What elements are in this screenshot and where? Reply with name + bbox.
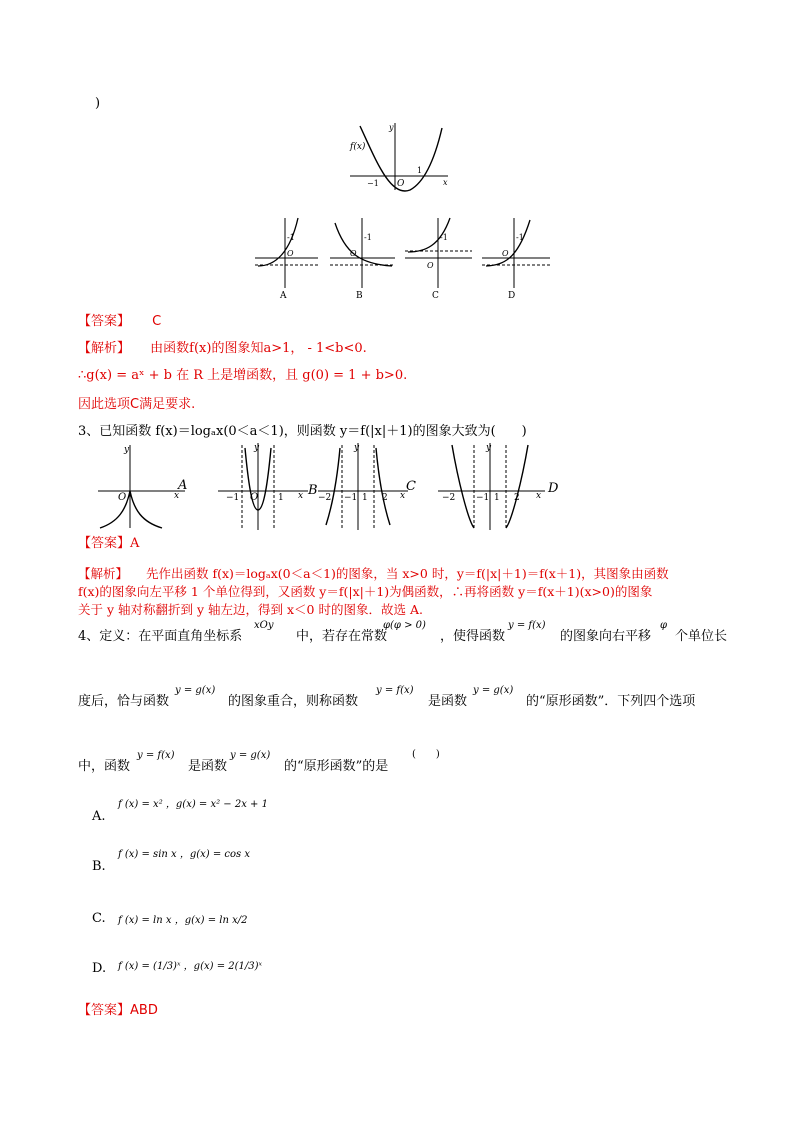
q4-line-1-b: 中，若存在常数: [296, 629, 388, 644]
fx-y-label: y: [389, 123, 394, 132]
q4-formula-phi-2: φ: [660, 620, 668, 631]
q4-line-3-b: 是函数: [188, 759, 228, 774]
answer-value: A: [130, 536, 140, 551]
q4-line-1-d: 的图象向右平移: [560, 629, 652, 644]
q4-line-1-c: ，使得函数: [440, 629, 506, 644]
svg-text:y: y: [254, 443, 260, 453]
function-graphs-figure: [250, 118, 560, 308]
q4-formula-ygx-3: y = g(x): [230, 750, 271, 761]
answer-tag: 【答案】: [78, 314, 131, 329]
option-a-graph: [255, 218, 318, 301]
svg-text:−2: −2: [318, 493, 332, 503]
q3-graphs-figure: [90, 440, 570, 532]
svg-text:-1: -1: [516, 233, 524, 242]
q3-stem: 3、已知函数 f(x)＝logₐx(0＜a＜1)，则函数 y＝f(|x|＋1)的图象大致为( ): [78, 424, 527, 439]
q3-label-c: C: [406, 479, 416, 494]
q4-line-2-c: 是函数: [428, 694, 468, 709]
q3-graph-b: [218, 443, 318, 530]
q4-line-3-c: 的“原形函数”的是: [284, 759, 389, 774]
svg-text:2: 2: [382, 493, 388, 503]
q2-analysis-row: [78, 340, 367, 358]
q4-option-b-tag: B.: [92, 859, 106, 874]
q2-answer-row: [78, 313, 161, 331]
svg-text:y: y: [486, 443, 492, 453]
analysis-line-2: f(x)的图象向左平移 1 个单位得到，又函数 y＝f(|x|＋1)为偶函数，∴再将函数 y＝f(x＋1)(x>0)的图象: [78, 584, 653, 599]
svg-text:x: x: [400, 491, 406, 501]
svg-text:-1: -1: [364, 233, 372, 242]
q4-answer-row: [78, 1002, 158, 1020]
q4-option-d: f (x) = (1/3)ˣ ，g(x) = 2(1/3)ˣ: [118, 961, 263, 972]
svg-text:−1: −1: [476, 493, 490, 503]
analysis-line-2: ∴g(x) = aˣ + b 在 R 上是增函数，且 g(0) = 1 + b>0.: [78, 368, 408, 383]
fx-neg1: −1: [367, 179, 379, 188]
svg-text:O: O: [502, 249, 509, 258]
q4-formula-ygx-2: y = g(x): [473, 685, 514, 696]
q3-label-a: A: [178, 478, 188, 493]
option-a-label: A: [280, 291, 287, 301]
top-paren: ): [95, 96, 101, 111]
svg-text:-1: -1: [440, 233, 448, 242]
svg-text:O: O: [118, 492, 127, 503]
svg-text:−2: −2: [442, 493, 456, 503]
svg-text:O: O: [250, 492, 259, 503]
svg-text:y: y: [124, 445, 130, 455]
q4-formula-xoy: xOy: [254, 620, 274, 631]
analysis-line-3: 因此选项C满足要求.: [78, 397, 196, 412]
svg-text:-1: -1: [287, 233, 295, 242]
q3-graph-a: [98, 445, 187, 528]
q4-line-3-a: 中，函数: [78, 759, 131, 774]
analysis-line-1: 先作出函数 f(x)＝logₐx(0＜a＜1)的图象，当 x>0 时，y＝f(|x|＋1)＝f(x＋1)，其图象由函数: [146, 566, 669, 581]
q4-line-2-b: 的图象重合，则称函数: [228, 694, 359, 709]
answer-tag: 【答案】: [78, 1003, 131, 1018]
q4-option-a-tag: A.: [92, 809, 106, 824]
analysis-line-1: 由函数f(x)的图象知a>1， - 1<b<0.: [150, 341, 367, 356]
q3-graph-d: [438, 443, 559, 530]
analysis-tag: 【解析】: [78, 566, 129, 581]
q4-formula-ygx: y = g(x): [175, 685, 216, 696]
fx-label: f(x): [350, 142, 366, 152]
option-d-graph: [482, 218, 550, 301]
q4-formula-phi: φ(φ > 0): [383, 620, 426, 631]
analysis-tag: 【解析】: [78, 341, 131, 356]
answer-tag: 【答案】: [78, 536, 131, 551]
q4-line-2-d: 的“原形函数”．下列四个选项: [526, 694, 696, 709]
q4-paren: ( ): [412, 749, 440, 760]
option-d-label: D: [508, 291, 516, 301]
q4-formula-yfx-2: y = f(x): [376, 685, 414, 696]
svg-text:−1: −1: [344, 493, 358, 503]
svg-text:1: 1: [278, 493, 284, 503]
q3-answer-row: [78, 535, 139, 553]
option-c-graph: [405, 218, 472, 301]
svg-text:1: 1: [362, 493, 368, 503]
q4-option-b: f (x) = sin x ，g(x) = cos x: [118, 849, 250, 860]
fx-one: 1: [417, 166, 423, 175]
svg-text:x: x: [536, 491, 542, 501]
answer-value: C: [152, 314, 162, 329]
svg-text:y: y: [354, 443, 360, 453]
fx-x-label: x: [443, 178, 448, 187]
q3-label-d: D: [548, 481, 559, 496]
svg-text:2: 2: [514, 493, 520, 503]
svg-text:O: O: [287, 249, 294, 258]
q3-label-b: B: [308, 483, 318, 498]
svg-text:O: O: [350, 249, 357, 258]
svg-text:O: O: [427, 261, 434, 270]
q3-graph-c: [318, 443, 416, 530]
svg-text:−1: −1: [226, 493, 240, 503]
option-b-graph: [330, 218, 395, 301]
q3-analysis-row: [78, 565, 669, 583]
option-c-label: C: [432, 291, 439, 301]
svg-text:1: 1: [494, 493, 500, 503]
q4-formula-yfx: y = f(x): [508, 620, 546, 631]
q4-line-2-a: 度后，恰与函数: [78, 694, 170, 709]
q4-option-d-tag: D.: [92, 961, 107, 976]
analysis-line-3: 关于 y 轴对称翻折到 y 轴左边，得到 x＜0 时的图象．故选 A.: [78, 602, 423, 617]
svg-text:x: x: [174, 491, 180, 501]
q4-line-1-a: 4、定义：在平面直角坐标系: [78, 629, 243, 644]
answer-value: ABD: [130, 1003, 158, 1018]
q4-formula-yfx-3: y = f(x): [137, 750, 175, 761]
q4-option-c-tag: C.: [92, 911, 106, 926]
svg-text:x: x: [298, 491, 304, 501]
q4-option-c: f (x) = ln x ，g(x) = ln x/2: [118, 915, 248, 926]
fx-origin: O: [397, 179, 405, 189]
q4-line-1-e: 个单位长: [675, 629, 728, 644]
fx-graph: [349, 123, 448, 191]
q4-option-a: f (x) = x² ，g(x) = x² − 2x + 1: [118, 799, 268, 810]
option-b-label: B: [356, 291, 363, 301]
